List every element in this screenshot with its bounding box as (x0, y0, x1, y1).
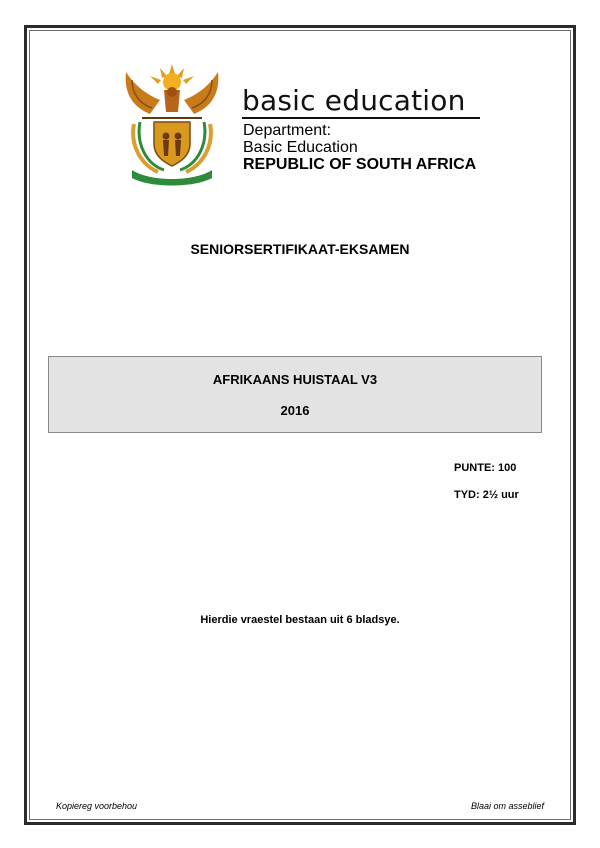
turn-over-footer: Blaai om asseblief (470, 801, 544, 811)
subject-title: AFRIKAANS HUISTAAL V3 (212, 372, 378, 387)
time-label: TYD: 2½ uur (454, 489, 519, 501)
copyright-footer: Kopiereg voorbehou (56, 801, 138, 811)
coat-of-arms-icon (120, 60, 224, 186)
subject-box (48, 356, 542, 433)
department-label: Department: (243, 122, 332, 139)
brand-underline (242, 117, 480, 119)
brand-name: basic education (242, 84, 466, 117)
exam-title: SENIORSERTIFIKAAT-EKSAMEN (190, 241, 410, 257)
marks-label: PUNTE: 100 (454, 462, 517, 474)
department-name: Basic Education (243, 139, 358, 156)
country-name: REPUBLIC OF SOUTH AFRICA (243, 156, 477, 173)
exam-year: 2016 (280, 403, 310, 418)
page-count-note: Hierdie vraestel bestaan uit 6 bladsye. (200, 614, 400, 626)
